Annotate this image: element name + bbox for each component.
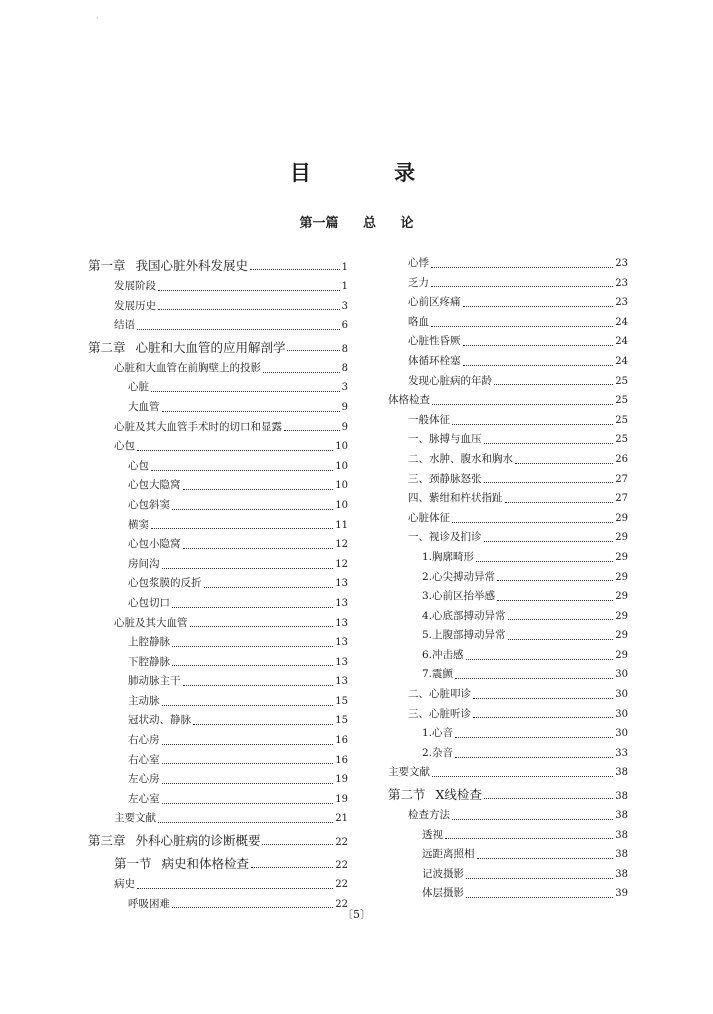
- toc-entry-page: 30: [615, 669, 628, 681]
- toc-entry-page: 33: [615, 747, 628, 759]
- toc-entry-page: 10: [335, 441, 348, 453]
- toc-entry-page: 9: [341, 421, 348, 433]
- toc-entry-page: 6: [341, 320, 348, 332]
- toc-entry[interactable]: [88, 751, 348, 771]
- toc-entry-page: 39: [615, 888, 628, 900]
- toc-entry-label: 二、心脏叩诊: [408, 688, 471, 701]
- leader-dots: [515, 462, 613, 464]
- leader-dots: [162, 782, 334, 784]
- leader-dots: [162, 410, 340, 412]
- toc-entry-page: 24: [615, 336, 628, 348]
- leader-dots: [466, 877, 613, 879]
- toc-entry[interactable]: [88, 457, 348, 477]
- toc-entry-page: 23: [615, 258, 628, 269]
- leader-dots: [158, 821, 333, 823]
- toc-entry[interactable]: [388, 332, 628, 352]
- toc-entry-page: 13: [335, 597, 348, 609]
- toc-entry-page: 10: [335, 480, 348, 492]
- toc-entry-label: 心包大隐窝: [128, 479, 181, 492]
- toc-entry-label: 横窦: [128, 518, 149, 531]
- toc-entry[interactable]: [388, 509, 628, 529]
- leader-dots: [452, 818, 613, 820]
- toc-entry-label: 一、视诊及扪诊: [408, 531, 482, 544]
- toc-entry-label: 三、心脏听诊: [408, 707, 471, 720]
- toc-entry[interactable]: [88, 574, 348, 594]
- toc-entry-page: 25: [615, 375, 628, 387]
- toc-entry-page: 16: [335, 735, 348, 747]
- toc-entry[interactable]: [88, 790, 348, 810]
- toc-entry[interactable]: [388, 528, 628, 548]
- toc-entry-label: 心脏及其大血管手术时的切口和显露: [114, 420, 282, 433]
- toc-entry-label: 主要文献: [388, 766, 430, 779]
- leader-dots: [162, 704, 334, 706]
- toc-entry[interactable]: [88, 614, 348, 634]
- toc-entry-label: 一般体征: [408, 413, 450, 426]
- leader-dots: [137, 328, 340, 330]
- leader-dots: [190, 625, 334, 627]
- toc-entry-page: 38: [615, 829, 628, 841]
- toc-entry-label: 左心房: [128, 773, 160, 786]
- toc-entry-label: 1.心音: [422, 727, 454, 740]
- toc-entry-page: 3: [341, 300, 348, 312]
- leader-dots: [455, 736, 613, 738]
- toc-entry[interactable]: [388, 587, 628, 607]
- toc-entry-label: 心包: [114, 440, 135, 453]
- leader-dots: [452, 423, 613, 425]
- toc-entry-page: 38: [615, 791, 628, 803]
- leader-dots: [463, 305, 614, 307]
- toc-entry[interactable]: [388, 254, 628, 274]
- leader-dots: [445, 837, 613, 839]
- toc-entry-label: 第三章 外科心脏病的诊断概要: [88, 833, 261, 849]
- toc-entry[interactable]: [388, 665, 628, 685]
- toc-entry-page: 38: [615, 868, 628, 880]
- leader-dots: [494, 383, 613, 385]
- toc-entry-page: 25: [615, 434, 628, 446]
- toc-entry[interactable]: [388, 470, 628, 490]
- toc-entry-label: 大血管: [128, 400, 160, 413]
- toc-entry-page: 27: [615, 473, 628, 485]
- leader-dots: [431, 266, 613, 268]
- leader-dots: [508, 638, 614, 640]
- toc-entry-page: 11: [335, 519, 348, 531]
- leader-dots: [497, 599, 613, 601]
- toc-entry-page: 30: [615, 728, 628, 740]
- toc-entry-label: 心包: [128, 459, 149, 472]
- toc-entry[interactable]: [388, 724, 628, 744]
- leader-dots: [431, 285, 613, 287]
- toc-entry[interactable]: [88, 633, 348, 653]
- toc-entry[interactable]: [88, 829, 348, 852]
- toc-entry-label: 心脏体征: [408, 511, 450, 524]
- leader-dots: [162, 762, 334, 764]
- toc-entry-label: 主要文献: [114, 812, 156, 825]
- leader-dots: [158, 308, 340, 310]
- toc-entry-page: 8: [341, 362, 348, 374]
- toc-entry-page: 25: [615, 395, 628, 407]
- toc-entry-page: 15: [335, 715, 348, 727]
- leader-dots: [452, 521, 613, 523]
- toc-entry[interactable]: [88, 437, 348, 457]
- toc-entry-page: 38: [615, 849, 628, 861]
- toc-entry-label: 一、脉搏与血压: [408, 433, 482, 446]
- toc-entry-label: 4.心底部搏动异常: [422, 609, 506, 622]
- toc-entry-page: 22: [335, 837, 348, 849]
- toc-entry-label: 二、水肿、腹水和胸水: [408, 452, 513, 465]
- leader-dots: [151, 527, 333, 529]
- toc-entry-label: 右心室: [128, 753, 160, 766]
- toc-entry-page: 13: [335, 656, 348, 668]
- toc-entry-label: 5.上腹部搏动异常: [422, 629, 506, 642]
- toc-entry-label: 左心室: [128, 792, 160, 805]
- toc-entry-page: 13: [335, 578, 348, 590]
- toc-entry-label: 检查方法: [408, 809, 450, 822]
- leader-dots: [497, 579, 613, 581]
- leader-dots: [484, 797, 613, 799]
- toc-entry-page: 22: [335, 860, 348, 872]
- toc-entry-page: 24: [615, 355, 628, 367]
- toc-entry-label: 心脏和大血管在前胸壁上的投影: [114, 361, 261, 374]
- toc-entry-page: 23: [615, 277, 628, 289]
- toc-entry-page: 10: [335, 499, 348, 511]
- toc-entry-page: 29: [615, 630, 628, 642]
- leader-dots: [455, 756, 613, 758]
- toc-entry[interactable]: [388, 865, 628, 885]
- leader-dots: [162, 567, 334, 569]
- toc-entry-page: 25: [615, 414, 628, 426]
- leader-dots: [463, 364, 614, 366]
- toc-entry-page: 38: [615, 767, 628, 779]
- leader-dots: [463, 344, 614, 346]
- page-title: 目 录: [289, 160, 454, 185]
- toc-entry[interactable]: [88, 336, 348, 359]
- toc-entry[interactable]: [88, 476, 348, 496]
- toc-entry-label: 心脏性昏厥: [408, 335, 461, 348]
- toc-entry[interactable]: [388, 845, 628, 865]
- toc-entry-page: 12: [335, 558, 348, 570]
- toc-entry-label: 乏力: [408, 276, 429, 289]
- leader-dots: [250, 268, 340, 270]
- toc-entry[interactable]: [88, 653, 348, 673]
- leader-dots: [183, 488, 334, 490]
- toc-entry-page: 9: [341, 401, 348, 413]
- toc-entry-label: 第一章 我国心脏外科发展史: [88, 258, 248, 273]
- leader-dots: [137, 449, 333, 451]
- toc-entry-label: 2.杂音: [422, 746, 454, 759]
- leader-dots: [263, 371, 340, 373]
- leader-dots: [484, 481, 614, 483]
- leader-dots: [172, 645, 333, 647]
- toc-entry-label: 心脏及其大血管: [114, 616, 188, 629]
- part-title: 第一篇 总 论: [299, 216, 414, 231]
- toc-entry[interactable]: [88, 535, 348, 555]
- toc-entry[interactable]: [388, 685, 628, 705]
- toc-entry[interactable]: [388, 352, 628, 372]
- toc-entry-label: 右心房: [128, 734, 160, 747]
- toc-entry[interactable]: [388, 826, 628, 846]
- leader-dots: [162, 743, 334, 745]
- toc-entry-page: 19: [335, 774, 348, 786]
- toc-entry[interactable]: [388, 607, 628, 627]
- leader-dots: [151, 469, 333, 471]
- toc-entry[interactable]: [388, 744, 628, 764]
- toc-entry-label: 心前区疼痛: [408, 296, 461, 309]
- toc-entry-label: 3.心前区抬举感: [422, 590, 496, 603]
- toc-entry[interactable]: [388, 313, 628, 333]
- toc-entry[interactable]: [88, 555, 348, 575]
- toc-entry-page: 8: [341, 343, 348, 355]
- toc-right-column: [388, 254, 628, 904]
- toc-entry-label: 心包小隐窝: [128, 538, 181, 551]
- toc-entry-label: 1.胸廓畸形: [422, 550, 475, 563]
- toc-entry-label: 发现心脏病的年龄: [408, 374, 492, 387]
- toc-entry-label: 主动脉: [128, 694, 160, 707]
- leader-dots: [484, 442, 614, 444]
- toc-entry-page: 29: [615, 571, 628, 583]
- toc-entry-page: 29: [615, 551, 628, 563]
- toc-entry-label: 体格检查: [388, 394, 430, 407]
- toc-entry-label: 透视: [422, 828, 443, 841]
- toc-entry-page: 29: [615, 610, 628, 622]
- leader-dots: [432, 403, 613, 405]
- toc-entry-page: 21: [335, 813, 348, 825]
- toc-entry-page: 29: [615, 649, 628, 661]
- toc-entry-label: 心包浆膜的反折: [128, 577, 202, 590]
- toc-entry[interactable]: [388, 274, 628, 294]
- toc-entry-label: 第二章 心脏和大血管的应用解剖学: [88, 339, 286, 355]
- toc-entry[interactable]: [88, 731, 348, 751]
- toc-entry[interactable]: [388, 783, 628, 806]
- toc-entry-page: 15: [335, 695, 348, 707]
- toc-entry[interactable]: [388, 411, 628, 431]
- toc-entry-page: 19: [335, 793, 348, 805]
- toc-entry-label: 冠状动、静脉: [128, 714, 191, 727]
- toc-entry-label: 病史: [114, 878, 135, 891]
- leader-dots: [432, 775, 613, 777]
- toc-entry-page: 29: [615, 532, 628, 544]
- leader-dots: [204, 586, 334, 588]
- toc-entry[interactable]: [88, 418, 348, 438]
- toc-entry-page: 12: [335, 539, 348, 551]
- leader-dots: [508, 618, 614, 620]
- toc-entry[interactable]: [88, 378, 348, 398]
- toc-entry[interactable]: [88, 297, 348, 317]
- toc-entry[interactable]: [388, 372, 628, 392]
- toc-entry-label: 7.震颤: [422, 668, 454, 681]
- toc-entry[interactable]: [88, 398, 348, 418]
- toc-entry-label: 呼吸困难: [128, 897, 170, 910]
- toc-entry-page: 26: [615, 453, 628, 465]
- leader-dots: [172, 664, 333, 666]
- leader-dots: [172, 508, 333, 510]
- scan-mark: ·: [96, 14, 99, 23]
- toc-entry-label: 咯血: [408, 315, 429, 328]
- toc-entry[interactable]: [88, 359, 348, 379]
- toc-entry-label: 2.心尖搏动异常: [422, 570, 496, 583]
- toc-entry-page: 1: [341, 281, 348, 292]
- toc-entry-page: 29: [615, 591, 628, 603]
- toc-entry-label: 四、紫绀和杵状指趾: [408, 492, 503, 505]
- toc-entry-label: 6.冲击感: [422, 648, 464, 661]
- toc-entry-page: 30: [615, 689, 628, 701]
- toc-entry-page: 1: [341, 262, 348, 273]
- toc-entry[interactable]: [388, 626, 628, 646]
- toc-entry-page: 16: [335, 754, 348, 766]
- toc-entry-label: 体循环栓塞: [408, 354, 461, 367]
- leader-dots: [284, 429, 340, 431]
- toc-entry[interactable]: [88, 254, 348, 277]
- toc-entry[interactable]: [88, 316, 348, 336]
- leader-dots: [158, 289, 340, 291]
- toc-entry-label: 体层摄影: [422, 887, 464, 900]
- leader-dots: [473, 716, 613, 718]
- page-number: 〔5〕: [342, 908, 371, 921]
- leader-dots: [262, 843, 333, 845]
- toc-entry-label: 心包斜窦: [128, 498, 170, 511]
- toc-entry-label: 肺动脉主干: [128, 675, 181, 688]
- toc-entry-page: 29: [615, 512, 628, 524]
- toc-entry[interactable]: [388, 293, 628, 313]
- leader-dots: [162, 802, 334, 804]
- leader-dots: [172, 606, 333, 608]
- toc-entry-label: 心包切口: [128, 596, 170, 609]
- toc-entry-label: 心悸: [408, 257, 429, 269]
- leader-dots: [431, 325, 613, 327]
- toc-entry[interactable]: [388, 884, 628, 904]
- toc-entry[interactable]: [388, 450, 628, 470]
- leader-dots: [137, 887, 333, 889]
- toc-entry[interactable]: [88, 277, 348, 297]
- toc-entry[interactable]: [388, 763, 628, 783]
- toc-entry[interactable]: [88, 594, 348, 614]
- toc-entry-label: 第二节 X线检查: [388, 787, 482, 803]
- toc-entry[interactable]: [388, 548, 628, 568]
- leader-dots: [251, 866, 333, 868]
- toc-entry[interactable]: [88, 711, 348, 731]
- toc-entry[interactable]: [388, 489, 628, 509]
- toc-entry[interactable]: [88, 516, 348, 536]
- toc-entry[interactable]: [88, 496, 348, 516]
- toc-entry-label: 结语: [114, 319, 135, 332]
- toc-entry-label: 发展历史: [114, 299, 156, 312]
- toc-entry-label: 记波摄影: [422, 867, 464, 880]
- toc-entry-label: 下腔静脉: [128, 655, 170, 668]
- leader-dots: [505, 501, 614, 503]
- toc-entry-page: 30: [615, 708, 628, 720]
- toc-entry-page: 22: [335, 898, 348, 910]
- leader-dots: [287, 349, 339, 351]
- leader-dots: [473, 697, 613, 699]
- leader-dots: [151, 390, 340, 392]
- toc-entry-page: 24: [615, 316, 628, 328]
- toc-entry[interactable]: [88, 809, 348, 829]
- toc-entry[interactable]: [388, 646, 628, 666]
- toc-entry[interactable]: [88, 852, 348, 875]
- leader-dots: [455, 677, 613, 679]
- toc-entry-label: 发展阶段: [114, 280, 156, 292]
- toc-entry-page: 3: [341, 382, 348, 394]
- toc-entry-label: 上腔静脉: [128, 636, 170, 649]
- toc-entry-page: 10: [335, 460, 348, 472]
- toc-entry-page: 13: [335, 676, 348, 688]
- toc-entry-page: 23: [615, 297, 628, 309]
- leader-dots: [466, 658, 614, 660]
- toc-entry-label: 三、颈静脉怒张: [408, 472, 482, 485]
- toc-entry-page: 27: [615, 493, 628, 505]
- leader-dots: [484, 540, 614, 542]
- leader-dots: [477, 857, 614, 859]
- toc-entry-page: 38: [615, 810, 628, 822]
- toc-entry-page: 13: [335, 637, 348, 649]
- toc-entry-page: 22: [335, 879, 348, 891]
- leader-dots: [193, 723, 333, 725]
- toc-entry-label: 心脏: [128, 381, 149, 394]
- leader-dots: [183, 684, 334, 686]
- toc-entry[interactable]: [388, 806, 628, 826]
- toc-entry[interactable]: [88, 875, 348, 895]
- toc-entry[interactable]: [388, 568, 628, 588]
- toc-entry[interactable]: [388, 391, 628, 411]
- toc-entry-label: 第一节 病史和体格检查: [114, 856, 249, 872]
- leader-dots: [183, 547, 334, 549]
- toc-entry-label: 房间沟: [128, 557, 160, 570]
- leader-dots: [476, 560, 613, 562]
- toc-left-column: [88, 254, 348, 914]
- toc-entry[interactable]: [88, 692, 348, 712]
- toc-entry-page: 13: [335, 617, 348, 629]
- toc-entry[interactable]: [88, 770, 348, 790]
- toc-entry-label: 远距离照相: [422, 848, 475, 861]
- leader-dots: [466, 896, 613, 898]
- toc-entry[interactable]: [388, 705, 628, 725]
- toc-entry[interactable]: [88, 672, 348, 692]
- toc-entry[interactable]: [388, 430, 628, 450]
